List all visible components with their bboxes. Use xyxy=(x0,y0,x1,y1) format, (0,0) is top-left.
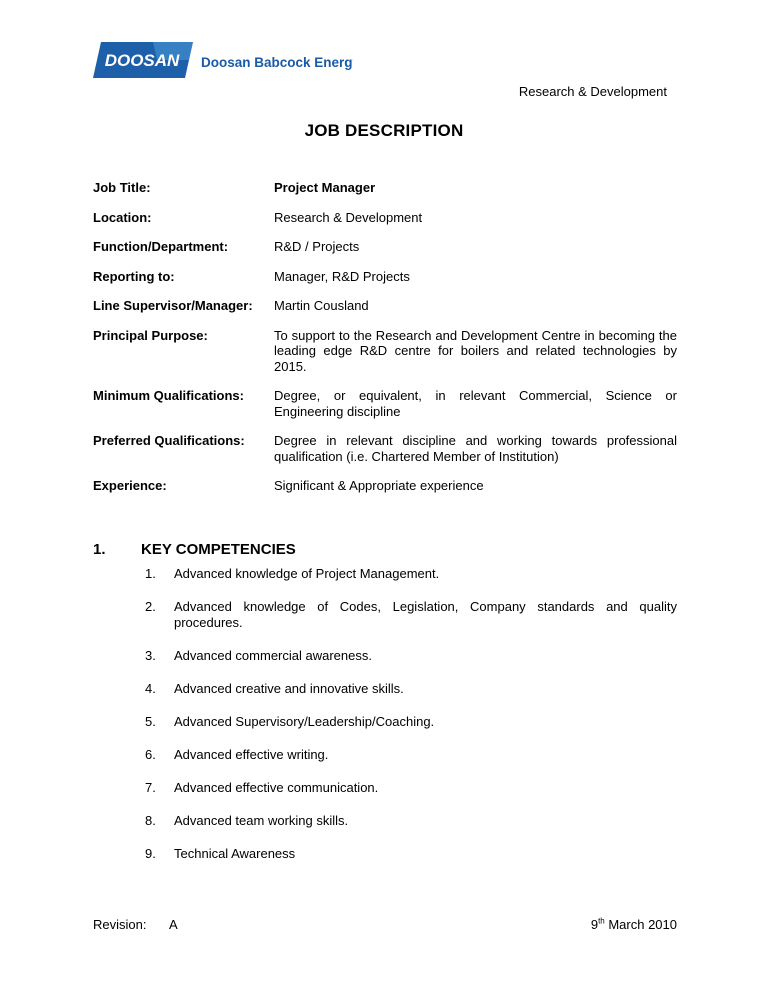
field-line-supervisor xyxy=(93,298,677,314)
field-reporting-to xyxy=(93,269,677,285)
list-item xyxy=(145,648,677,664)
field-label: Experience: xyxy=(93,478,167,493)
list-text: Advanced effective writing. xyxy=(174,746,329,762)
list-number: 2. xyxy=(145,599,156,614)
list-number: 3. xyxy=(145,647,156,663)
list-item xyxy=(145,780,677,796)
list-item xyxy=(145,714,677,730)
competency-list xyxy=(145,566,677,879)
list-text: Advanced knowledge of Project Management. xyxy=(174,566,440,581)
field-location xyxy=(93,210,677,226)
field-label: Job Title: xyxy=(93,180,151,195)
revision-value: A xyxy=(169,917,178,932)
list-item xyxy=(145,566,677,582)
field-principal-purpose xyxy=(93,328,677,375)
field-label: Reporting to: xyxy=(93,268,175,284)
field-label: Preferred Qualifications: xyxy=(93,433,245,448)
list-number: 4. xyxy=(145,680,156,696)
list-text: Advanced team working skills. xyxy=(174,812,349,828)
field-value: Significant & Appropriate experience xyxy=(274,478,484,493)
list-number: 6. xyxy=(145,746,156,762)
field-label: Location: xyxy=(93,209,152,225)
list-item xyxy=(145,599,677,630)
date-day: 9 xyxy=(590,917,599,932)
list-item xyxy=(145,813,677,829)
list-number: 5. xyxy=(145,713,156,729)
list-text: Advanced effective communication. xyxy=(174,779,379,795)
date-suffix: th xyxy=(598,916,605,926)
list-text: Advanced knowledge of Codes, Legislation, Company standards and quality procedures. xyxy=(174,599,677,630)
section-title: KEY COMPETENCIES xyxy=(141,541,296,558)
section-number: 1. xyxy=(93,541,106,558)
field-value: Martin Cousland xyxy=(274,298,369,313)
field-label: Function/Department: xyxy=(93,239,229,254)
list-text: Technical Awareness xyxy=(174,845,296,861)
job-fields xyxy=(93,180,677,508)
list-number: 9. xyxy=(145,845,156,861)
list-number: 7. xyxy=(145,779,156,795)
logo-wordmark: DOOSAN xyxy=(104,51,180,70)
document-title: JOB DESCRIPTION xyxy=(304,121,464,140)
field-value: Manager, R&D Projects xyxy=(274,268,410,284)
field-label: Minimum Qualifications: xyxy=(93,388,244,403)
field-function-department xyxy=(93,239,677,255)
field-value: R&D / Projects xyxy=(274,239,360,254)
field-minimum-qualifications xyxy=(93,388,677,419)
document-date xyxy=(591,917,677,932)
list-number: 1. xyxy=(145,566,156,581)
field-value: Project Manager xyxy=(274,180,376,195)
revision-label: Revision: xyxy=(93,917,147,932)
field-preferred-qualifications xyxy=(93,433,677,464)
section-heading xyxy=(93,541,296,558)
field-value: Degree in relevant discipline and working towards professional qualification (i.e. Chartered Member of Institution) xyxy=(274,433,677,464)
field-experience xyxy=(93,478,677,494)
list-text: Advanced Supervisory/Leadership/Coaching. xyxy=(174,713,435,729)
list-item xyxy=(145,747,677,763)
field-value: Research & Development xyxy=(274,209,423,225)
list-text: Advanced creative and innovative skills. xyxy=(174,680,404,696)
list-text: Advanced commercial awareness. xyxy=(174,647,372,663)
field-job-title xyxy=(93,180,677,196)
field-value: Degree, or equivalent, in relevant Commercial, Science or Engineering discipline xyxy=(274,388,677,419)
doosan-logo xyxy=(93,40,353,80)
field-label: Line Supervisor/Manager: xyxy=(93,298,253,313)
list-item xyxy=(145,681,677,697)
company-name: Doosan Babcock Energy xyxy=(201,55,353,70)
date-rest: March 2010 xyxy=(604,917,677,932)
list-number: 8. xyxy=(145,812,156,828)
header-department: Research & Development xyxy=(518,84,667,99)
list-item xyxy=(145,846,677,862)
field-value: To support to the Research and Development Centre in becoming the leading edge R&D centre for boilers and related technologies by 2015. xyxy=(274,327,677,374)
field-label: Principal Purpose: xyxy=(93,327,208,343)
